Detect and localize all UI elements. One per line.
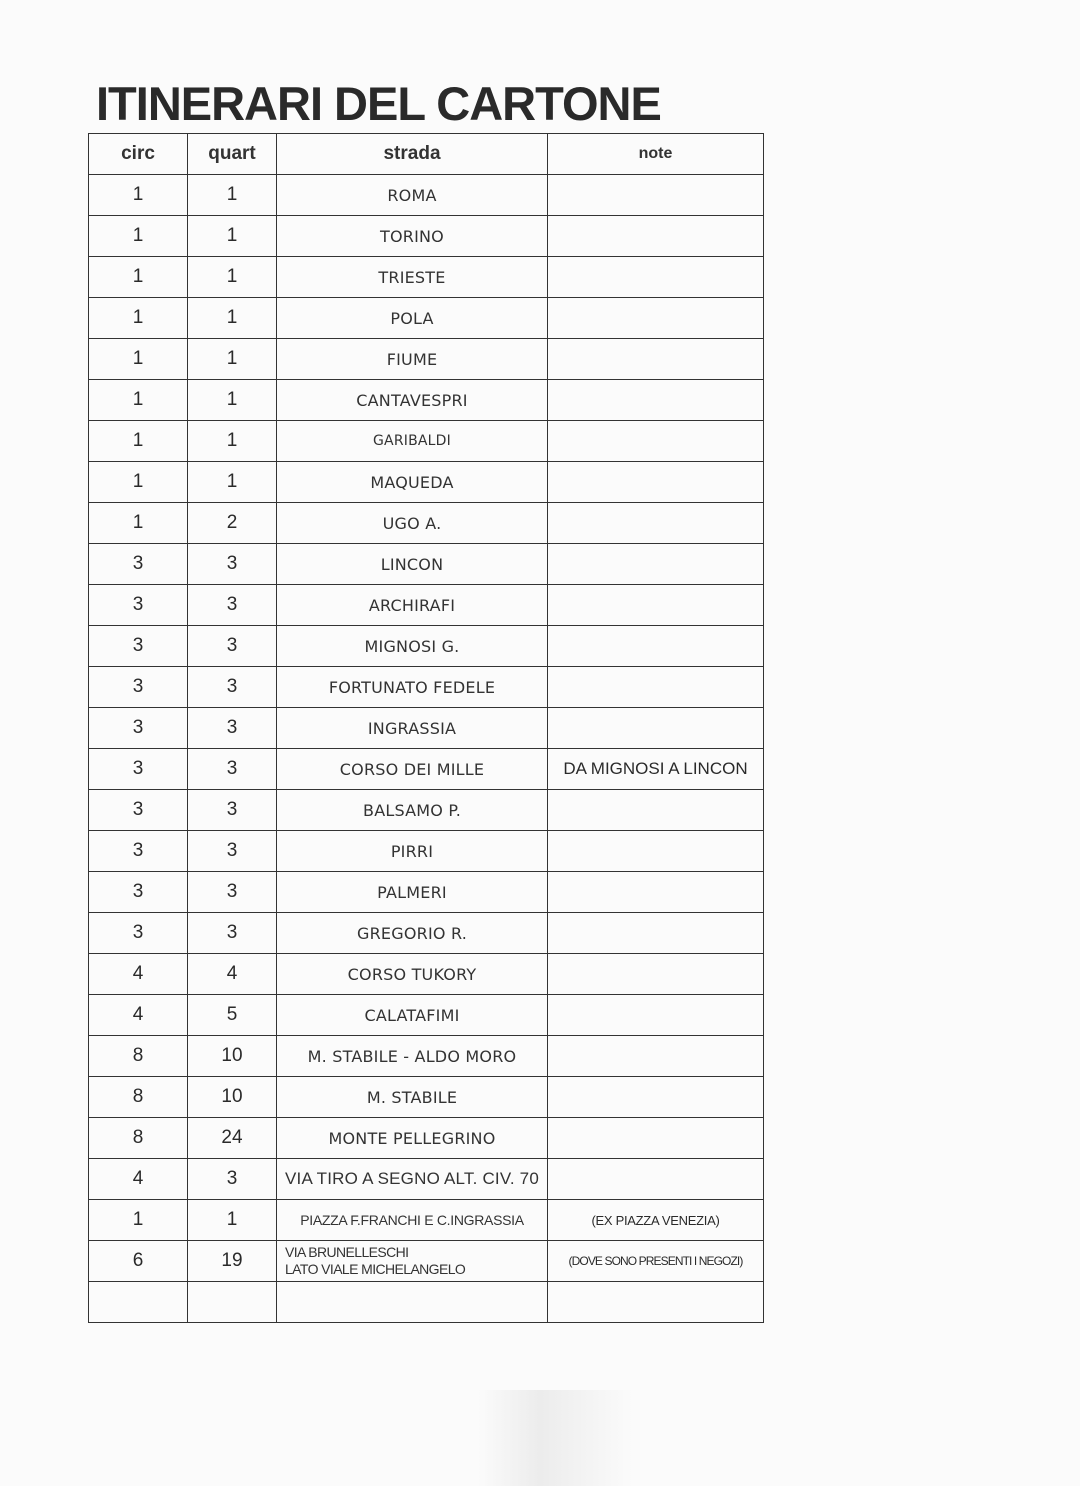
cell-strada [277, 1282, 548, 1323]
cell-quart: 1 [188, 421, 277, 462]
cell-quart: 3 [188, 626, 277, 667]
cell-strada: PIAZZA F.FRANCHI E C.INGRASSIA [277, 1200, 548, 1241]
cell-circ [89, 1282, 188, 1323]
table-row [89, 1036, 764, 1077]
table-row [89, 667, 764, 708]
cell-quart: 1 [188, 1200, 277, 1241]
cell-quart: 3 [188, 831, 277, 872]
table-row [89, 585, 764, 626]
cell-note [548, 790, 764, 831]
cell-quart [188, 1282, 277, 1323]
cell-quart: 24 [188, 1118, 277, 1159]
cell-quart: 3 [188, 749, 277, 790]
cell-strada: PALMERI [277, 872, 548, 913]
cell-strada: TRIESTE [277, 257, 548, 298]
cell-note [548, 913, 764, 954]
table-row [89, 872, 764, 913]
table-row [89, 749, 764, 790]
header-strada: strada [277, 134, 548, 175]
itinerary-table [88, 133, 764, 1323]
cell-circ: 8 [89, 1077, 188, 1118]
cell-quart: 1 [188, 175, 277, 216]
cell-note [548, 585, 764, 626]
table-row [89, 421, 764, 462]
cell-circ: 3 [89, 544, 188, 585]
cell-strada: MIGNOSI G. [277, 626, 548, 667]
cell-note [548, 462, 764, 503]
cell-quart: 3 [188, 667, 277, 708]
cell-strada: BALSAMO P. [277, 790, 548, 831]
cell-circ: 6 [89, 1241, 188, 1282]
cell-circ: 3 [89, 749, 188, 790]
table-row [89, 790, 764, 831]
strada-line-1: VIA BRUNELLESCHI [285, 1244, 409, 1260]
cell-note: DA MIGNOSI A LINCON [548, 749, 764, 790]
cell-circ: 1 [89, 216, 188, 257]
table-row [89, 462, 764, 503]
table-row [89, 503, 764, 544]
cell-quart: 1 [188, 216, 277, 257]
cell-circ: 3 [89, 626, 188, 667]
cell-strada: GREGORIO R. [277, 913, 548, 954]
cell-strada: M. STABILE - ALDO MORO [277, 1036, 548, 1077]
cell-note [548, 1077, 764, 1118]
cell-quart: 3 [188, 913, 277, 954]
cell-note [548, 503, 764, 544]
table-row [89, 1118, 764, 1159]
cell-circ: 1 [89, 503, 188, 544]
cell-quart: 1 [188, 257, 277, 298]
cell-circ: 4 [89, 954, 188, 995]
cell-note [548, 995, 764, 1036]
header-circ: circ [89, 134, 188, 175]
cell-note [548, 175, 764, 216]
cell-note [548, 339, 764, 380]
table-row [89, 175, 764, 216]
cell-circ: 1 [89, 421, 188, 462]
table-row [89, 831, 764, 872]
cell-strada: MAQUEDA [277, 462, 548, 503]
cell-strada: MONTE PELLEGRINO [277, 1118, 548, 1159]
cell-strada: CORSO DEI MILLE [277, 749, 548, 790]
cell-circ: 1 [89, 257, 188, 298]
cell-strada: CORSO TUKORY [277, 954, 548, 995]
cell-circ: 1 [89, 462, 188, 503]
cell-circ: 4 [89, 1159, 188, 1200]
cell-note: (DOVE SONO PRESENTI I NEGOZI) [548, 1241, 764, 1282]
cell-circ: 8 [89, 1118, 188, 1159]
cell-quart: 2 [188, 503, 277, 544]
cell-note [548, 954, 764, 995]
cell-circ: 3 [89, 913, 188, 954]
cell-quart: 10 [188, 1036, 277, 1077]
table-row [89, 544, 764, 585]
cell-note [548, 380, 764, 421]
cell-strada [277, 1241, 548, 1282]
cell-strada: GARIBALDI [277, 421, 548, 462]
table-row [89, 216, 764, 257]
cell-note [548, 298, 764, 339]
cell-quart: 4 [188, 954, 277, 995]
cell-note [548, 831, 764, 872]
cell-circ: 1 [89, 175, 188, 216]
cell-note [548, 667, 764, 708]
cell-circ: 3 [89, 872, 188, 913]
table-row [89, 1159, 764, 1200]
cell-quart: 1 [188, 380, 277, 421]
cell-note [548, 1036, 764, 1077]
cell-note [548, 626, 764, 667]
table-row [89, 626, 764, 667]
cell-circ: 3 [89, 585, 188, 626]
header-note: note [548, 134, 764, 175]
cell-circ: 3 [89, 831, 188, 872]
cell-quart: 3 [188, 872, 277, 913]
cell-strada: UGO A. [277, 503, 548, 544]
cell-note [548, 216, 764, 257]
table-row [89, 257, 764, 298]
cell-note [548, 421, 764, 462]
cell-note [548, 872, 764, 913]
cell-strada: INGRASSIA [277, 708, 548, 749]
table-row [89, 1077, 764, 1118]
table-row [89, 1241, 764, 1282]
cell-strada: CANTAVESPRI [277, 380, 548, 421]
cell-note [548, 544, 764, 585]
table-row [89, 298, 764, 339]
cell-circ: 3 [89, 790, 188, 831]
cell-quart: 3 [188, 708, 277, 749]
cell-note: (EX PIAZZA VENEZIA) [548, 1200, 764, 1241]
strada-line-2: LATO VIALE MICHELANGELO [285, 1261, 466, 1277]
table-row [89, 380, 764, 421]
cell-quart: 3 [188, 1159, 277, 1200]
cell-strada: VIA TIRO A SEGNO ALT. CIV. 70 [277, 1159, 548, 1200]
table-row [89, 1200, 764, 1241]
table-row [89, 339, 764, 380]
cell-quart: 3 [188, 790, 277, 831]
cell-quart: 1 [188, 462, 277, 503]
cell-strada: FIUME [277, 339, 548, 380]
cell-strada: ROMA [277, 175, 548, 216]
cell-strada: PIRRI [277, 831, 548, 872]
table-row [89, 954, 764, 995]
cell-circ: 4 [89, 995, 188, 1036]
cell-strada: M. STABILE [277, 1077, 548, 1118]
table-row [89, 708, 764, 749]
scan-shadow [478, 1390, 633, 1486]
cell-note [548, 1118, 764, 1159]
cell-circ: 1 [89, 298, 188, 339]
cell-note [548, 708, 764, 749]
table-row [89, 1282, 764, 1323]
cell-circ: 1 [89, 339, 188, 380]
cell-circ: 8 [89, 1036, 188, 1077]
cell-strada: ARCHIRAFI [277, 585, 548, 626]
cell-strada: CALATAFIMI [277, 995, 548, 1036]
cell-strada: LINCON [277, 544, 548, 585]
table-row [89, 995, 764, 1036]
cell-quart: 3 [188, 585, 277, 626]
cell-circ: 1 [89, 380, 188, 421]
cell-note [548, 1282, 764, 1323]
cell-strada: POLA [277, 298, 548, 339]
cell-circ: 3 [89, 708, 188, 749]
cell-note [548, 257, 764, 298]
cell-quart: 5 [188, 995, 277, 1036]
cell-quart: 19 [188, 1241, 277, 1282]
header-row [89, 134, 764, 175]
cell-circ: 1 [89, 1200, 188, 1241]
header-quart: quart [188, 134, 277, 175]
cell-strada: TORINO [277, 216, 548, 257]
cell-note [548, 1159, 764, 1200]
cell-strada: FORTUNATO FEDELE [277, 667, 548, 708]
cell-quart: 1 [188, 339, 277, 380]
cell-quart: 3 [188, 544, 277, 585]
page-title: ITINERARI DEL CARTONE [96, 77, 661, 130]
cell-quart: 10 [188, 1077, 277, 1118]
table-row [89, 913, 764, 954]
cell-circ: 3 [89, 667, 188, 708]
cell-quart: 1 [188, 298, 277, 339]
